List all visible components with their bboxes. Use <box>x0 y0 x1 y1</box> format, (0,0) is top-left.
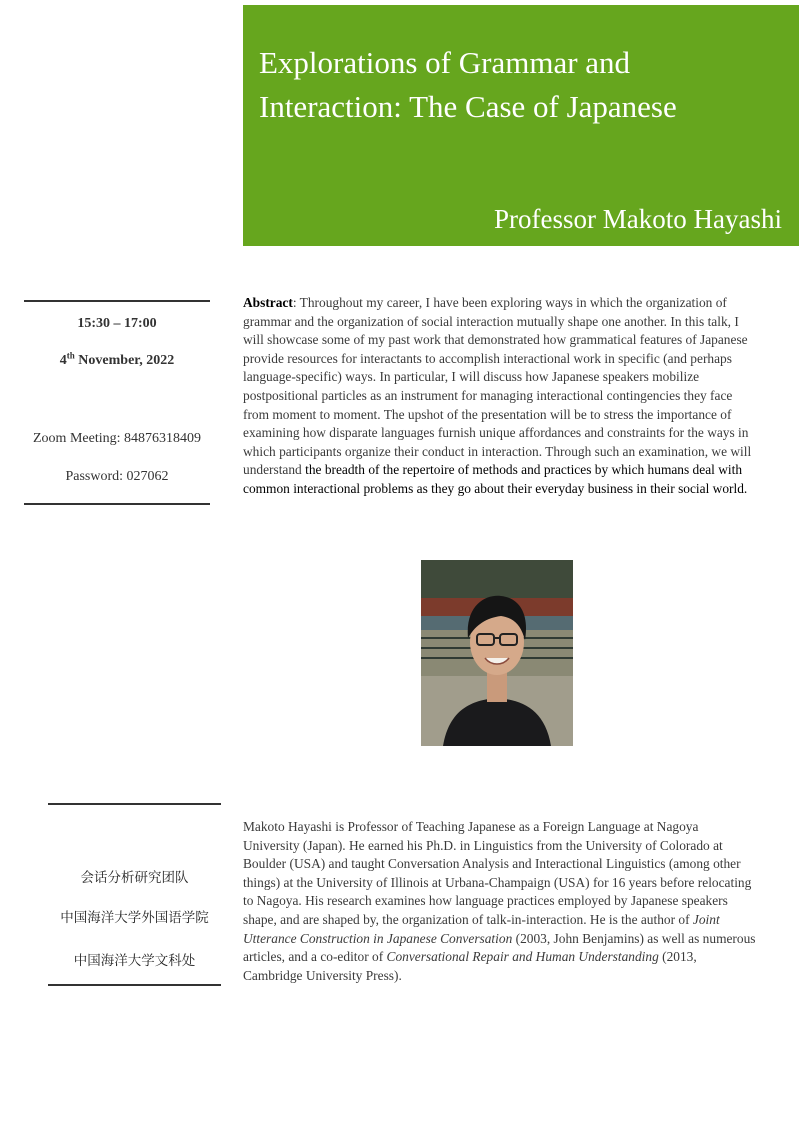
bio-text-3: (2013, Cambridge University Press). <box>243 949 697 983</box>
speaker-name: Professor Makoto Hayashi <box>494 204 782 234</box>
event-time: 15:30 – 17:00 <box>77 316 157 331</box>
organizer-foreign-languages-college: 中国海洋大学外国语学院 <box>60 910 209 926</box>
speaker-bio <box>243 818 758 985</box>
zoom-meeting-id: Zoom Meeting: 84876318409 <box>33 431 201 446</box>
event-date-month-year: November, 2022 <box>74 353 175 368</box>
event-title-line-1: Explorations of Grammar and <box>259 45 631 80</box>
organizer-ca-research-team: 会话分析研究团队 <box>80 870 189 886</box>
event-date <box>22 350 212 369</box>
organizer-liberal-arts-office: 中国海洋大学文科处 <box>73 953 196 969</box>
organizers-top-divider <box>48 803 221 805</box>
event-info-bottom-divider <box>24 503 210 505</box>
speaker-photo-illustration <box>421 560 573 746</box>
speaker-photo <box>421 560 573 746</box>
bio-book-title-2: Conversational Repair and Human Understanding <box>386 949 659 965</box>
bio-book-title-1: Joint Utterance Construction in Japanese Conversation <box>243 911 720 946</box>
zoom-password: Password: 027062 <box>65 469 169 484</box>
title-banner <box>243 5 799 246</box>
event-info-top-divider <box>24 300 210 302</box>
event-date-day: 4 <box>59 353 67 368</box>
event-title <box>259 41 779 129</box>
event-date-suffix: th <box>66 350 75 361</box>
abstract-text: : Throughout my career, I have been exploring ways in which the organization of grammar and the organization of social interaction mutually shape one another. In this talk, I will showcase some of my past work that demonstrated how grammatical features of Japanese provide resources for interactants to accomplish interactional work in specific (and perhaps language-specific) ways. In particular, I will discuss how Japanese speakers mobilize postpositional particles as an instrument for managing interactional contingencies they face from moment to moment. The upshot of the presentation will be to stress the importance of examining how disparate languages furnish unique affordances and constraints for the ways in which participants organize their conduct in interaction. Through such an examination, we will understand <box>243 295 752 478</box>
organizers-bottom-divider <box>48 984 221 986</box>
abstract-label: Abstract <box>243 295 293 310</box>
bio-text-2: (2003, John Benjamins) as well as numerous articles, and a co-editor of <box>243 930 756 965</box>
abstract-paragraph <box>243 294 758 499</box>
bio-text-1: Makoto Hayashi is Professor of Teaching Japanese as a Foreign Language at Nagoya University (Japan). He earned his Ph.D. in Linguistics from the University of Colorado at Boulder (USA) and taught Conversation Analysis and Interactional Linguistics (among other things) at the University of Illinois at Urbana-Champaign (USA) for 16 years before relocating to Nagoya. His research examines how language practices employed by Japanese speakers shape, and are shaped by, the organization of talk-in-interaction. He is the author of <box>243 819 752 927</box>
event-title-line-2: Interaction: The Case of Japanese <box>259 89 677 124</box>
abstract-text-closing: the breadth of the repertoire of methods and practices by which humans deal with common interactional problems as they go about their everyday business in their social world. <box>243 462 748 496</box>
